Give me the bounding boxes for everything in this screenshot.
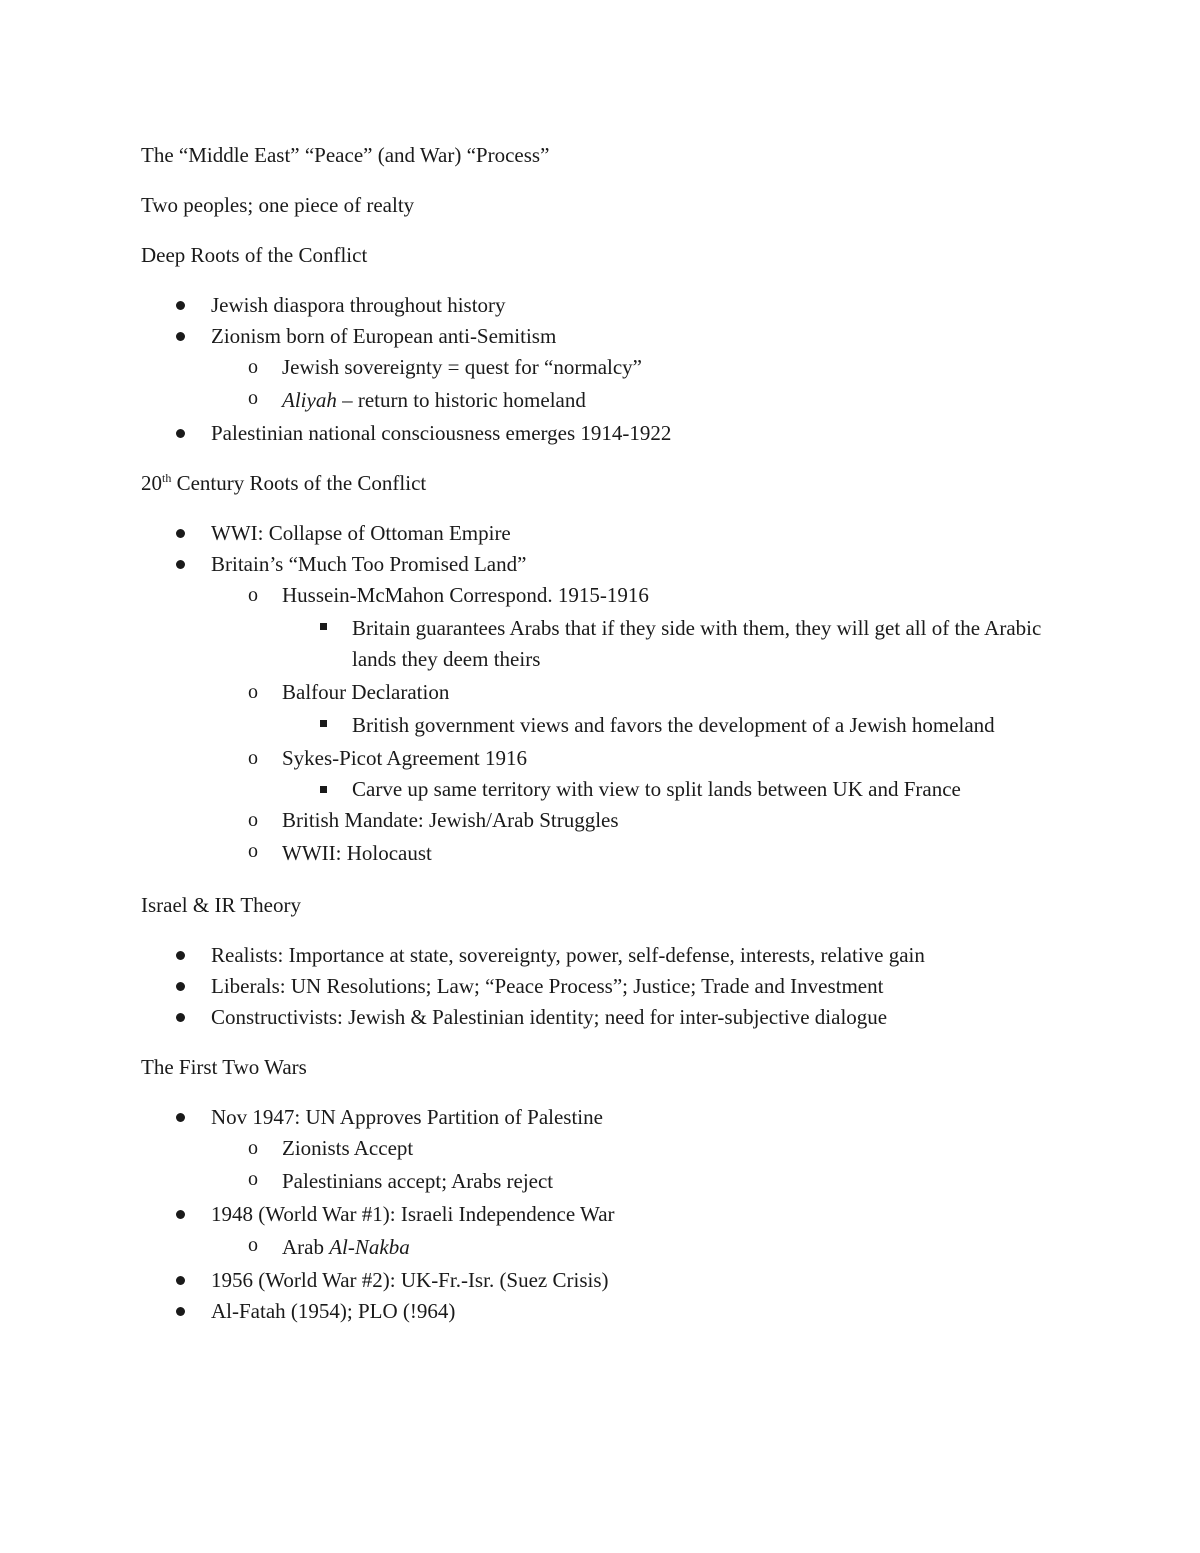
circle-bullet-icon: o: [248, 1137, 258, 1159]
circle-bullet-icon: o: [248, 747, 258, 769]
circle-bullet-icon: o: [248, 840, 258, 862]
circle-bullet-icon: o: [248, 1234, 258, 1256]
section-heading-20th-century: 20th Century Roots of the Conflict: [141, 471, 427, 495]
bullet-icon: [176, 429, 185, 438]
list-item: o Hussein-McMahon Correspond. 1915-1916: [141, 580, 1071, 611]
bullet-icon: [176, 529, 185, 538]
document-subtitle: Two peoples; one piece of realty: [141, 193, 415, 217]
bullet-icon: [176, 560, 185, 569]
bullet-icon: [176, 1013, 185, 1022]
bullet-icon: [176, 951, 185, 960]
bullet-icon: [176, 1307, 185, 1316]
circle-bullet-icon: o: [248, 1168, 258, 1190]
list-item: o Jewish sovereignty = quest for “normalcy”: [141, 352, 1071, 383]
list-item: Constructivists: Jewish & Palestinian identity; need for inter-subjective dialogue: [141, 1002, 1071, 1033]
bullet-icon: [176, 301, 185, 310]
circle-bullet-icon: o: [248, 356, 258, 378]
square-bullet-icon: [320, 720, 327, 727]
section-heading-first-two-wars: The First Two Wars: [141, 1055, 307, 1079]
list-item: Carve up same territory with view to split lands between UK and France: [141, 774, 1071, 805]
section-heading-israel-ir-theory: Israel & IR Theory: [141, 893, 301, 917]
list-item: o British Mandate: Jewish/Arab Struggles: [141, 805, 1071, 836]
list-item: o WWII: Holocaust: [141, 836, 1071, 871]
list-item: o Zionists Accept: [141, 1133, 1071, 1164]
list-item: o Aliyah – return to historic homeland: [141, 383, 1071, 418]
circle-bullet-icon: o: [248, 809, 258, 831]
list-item: Nov 1947: UN Approves Partition of Palestine: [141, 1102, 1071, 1133]
list-item: WWI: Collapse of Ottoman Empire: [141, 518, 1071, 549]
list-item: Palestinian national consciousness emerges 1914-1922: [141, 418, 1071, 449]
list-item: Al-Fatah (1954); PLO (!964): [141, 1296, 1071, 1327]
list-item: Realists: Importance at state, sovereignty, power, self-defense, interests, relative gain: [141, 940, 1071, 971]
list-item: Jewish diaspora throughout history: [141, 290, 1071, 321]
document-title: The “Middle East” “Peace” (and War) “Process”: [141, 143, 550, 167]
square-bullet-icon: [320, 623, 327, 630]
list-item: Liberals: UN Resolutions; Law; “Peace Process”; Justice; Trade and Investment: [141, 971, 1071, 1002]
list-first-two-wars: [141, 1102, 1071, 1327]
list-item: o Arab Al-Nakba: [141, 1230, 1071, 1265]
list-deep-roots: [141, 290, 1071, 449]
list-20th-century: [141, 518, 1071, 871]
document-page: [141, 140, 1071, 1346]
circle-bullet-icon: o: [248, 387, 258, 409]
list-item: o Palestinians accept; Arabs reject: [141, 1164, 1071, 1199]
bullet-icon: [176, 1113, 185, 1122]
bullet-icon: [176, 1276, 185, 1285]
list-item: Britain guarantees Arabs that if they side with them, they will get all of the Arabic lands they deem theirs: [141, 611, 1071, 677]
list-item: Zionism born of European anti-Semitism: [141, 321, 1071, 352]
circle-bullet-icon: o: [248, 681, 258, 703]
bullet-icon: [176, 1210, 185, 1219]
bullet-icon: [176, 982, 185, 991]
list-item: o Balfour Declaration: [141, 677, 1071, 708]
list-item: 1956 (World War #2): UK-Fr.-Isr. (Suez Crisis): [141, 1265, 1071, 1296]
square-bullet-icon: [320, 786, 327, 793]
list-ir-theory: [141, 940, 1071, 1033]
circle-bullet-icon: o: [248, 584, 258, 606]
list-item: British government views and favors the development of a Jewish homeland: [141, 708, 1071, 743]
section-heading-deep-roots: Deep Roots of the Conflict: [141, 243, 368, 267]
list-item: 1948 (World War #1): Israeli Independence War: [141, 1199, 1071, 1230]
list-item: o Sykes-Picot Agreement 1916: [141, 743, 1071, 774]
list-item: Britain’s “Much Too Promised Land”: [141, 549, 1071, 580]
bullet-icon: [176, 332, 185, 341]
